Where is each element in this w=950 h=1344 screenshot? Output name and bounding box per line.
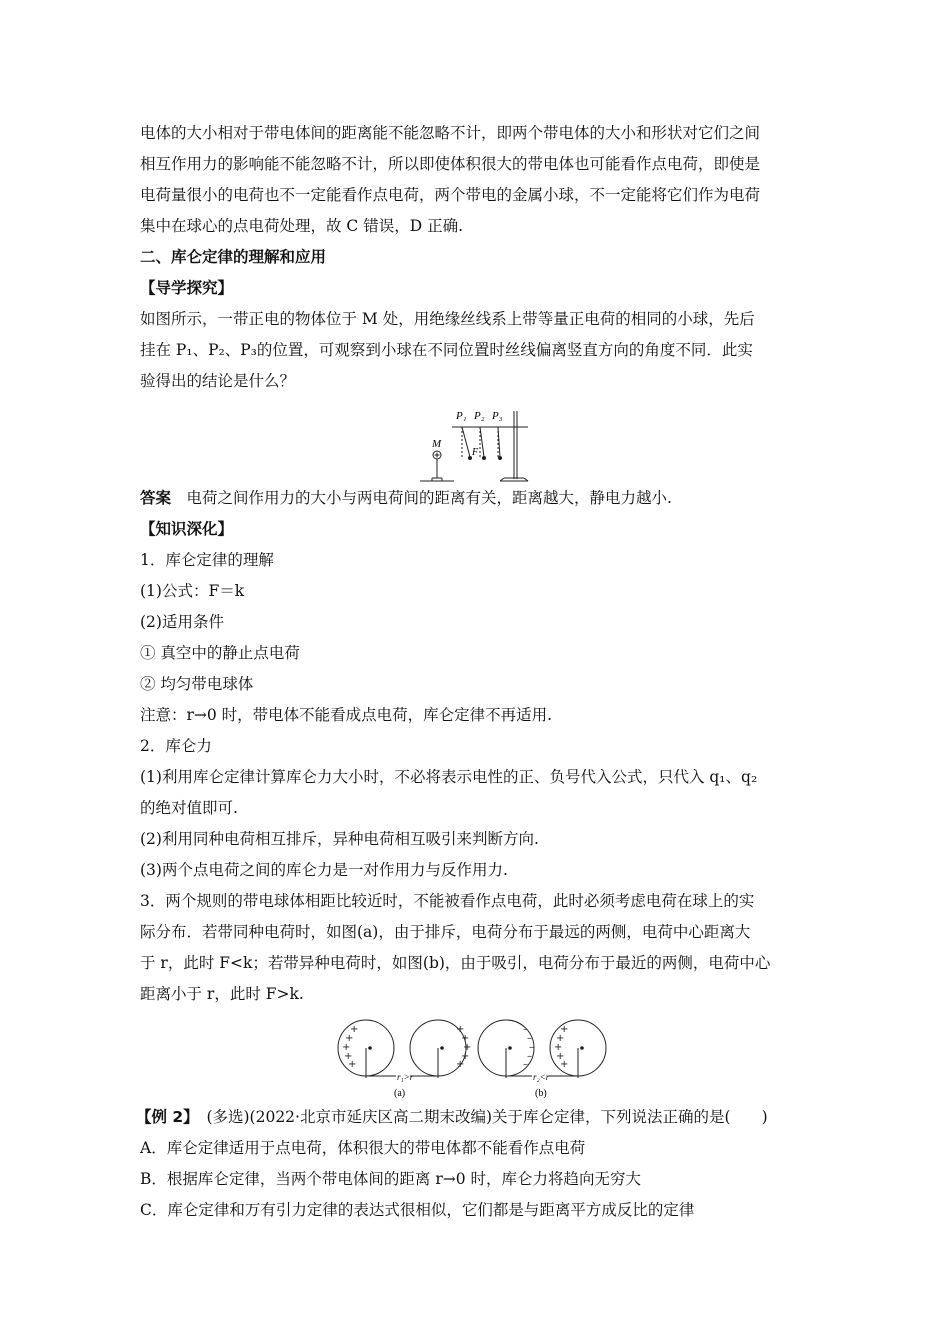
svg-text:–: – bbox=[527, 1051, 532, 1062]
guide-question: 验得出的结论是什么？ bbox=[140, 372, 296, 390]
knowledge-line: 际分布．若带同种电荷时，如图(a)，由于排斥，电荷分布于最远的两侧，电荷中心距离大 bbox=[140, 923, 751, 941]
knowledge-line: 的绝对值即可. bbox=[140, 799, 238, 817]
deepen-title: 【知识深化】 bbox=[140, 520, 234, 538]
label-b: (b) bbox=[535, 1088, 547, 1099]
intro-line: 电荷量很小的电荷也不一定能看作点电荷，两个带电的金属小球，不一定能将它们作为电荷 bbox=[140, 186, 761, 204]
knowledge-line: 距离小于 r，此时 F>k. bbox=[140, 985, 304, 1003]
knowledge-line: (2)利用同种电荷相互排斥，异种电荷相互吸引来判断方向. bbox=[140, 830, 539, 848]
svg-text:+: + bbox=[554, 1042, 563, 1053]
svg-text:+: + bbox=[456, 1059, 465, 1070]
svg-text:+: + bbox=[556, 1051, 565, 1062]
condition-heading: (2)适用条件 bbox=[140, 613, 224, 631]
label-r1: r₁>r bbox=[397, 1072, 414, 1082]
svg-text:+: + bbox=[456, 1024, 465, 1035]
condition-item: ① 真空中的静止点电荷 bbox=[140, 644, 300, 662]
document-page bbox=[136, 118, 812, 1226]
option-c: C．库仑定律和万有引力定律的表达式很相似，它们都是与距离平方成反比的定律 bbox=[140, 1201, 695, 1219]
svg-text:+: + bbox=[560, 1024, 569, 1035]
knowledge-line: 于 r，此时 F<k；若带异种电荷时，如图(b)，由于吸引，电荷分布于最近的两侧，电荷中心 bbox=[140, 954, 771, 972]
option-b: B．根据库仑定律，当两个带电体间的距离 r→0 时，库仑力将趋向无穷大 bbox=[140, 1170, 642, 1188]
svg-text:–: – bbox=[529, 1042, 534, 1053]
svg-text:–: – bbox=[523, 1024, 528, 1035]
label-f: F bbox=[472, 447, 479, 458]
label-p2: P₂ bbox=[474, 410, 485, 422]
svg-text:+: + bbox=[461, 1033, 470, 1044]
svg-text:+: + bbox=[342, 1042, 351, 1053]
subheading: 2．库仑力 bbox=[140, 737, 212, 755]
label-r2: r₂<r bbox=[533, 1072, 550, 1082]
svg-text:+: + bbox=[556, 1033, 565, 1044]
section-heading: 二、库仑定律的理解和应用 bbox=[140, 248, 327, 266]
condition-item: ② 均匀带电球体 bbox=[140, 675, 254, 693]
option-a: A．库仑定律适用于点电荷，体积很大的带电体都不能看作点电荷 bbox=[140, 1139, 586, 1157]
label-p1: P₁ bbox=[456, 410, 467, 422]
example-stem: (多选)(2022·北京市延庆区高二期末改编)关于库仑定律，下列说法正确的是( ) bbox=[206, 1108, 768, 1126]
svg-text:–: – bbox=[527, 1033, 532, 1044]
example-stem-line bbox=[136, 1102, 812, 1133]
guide-question: 如图所示，一带正电的物体位于 M 处，用绝缘丝线系上带等量正电荷的相同的小球，先后 bbox=[140, 310, 755, 328]
charged-spheres-figure bbox=[336, 1016, 612, 1100]
svg-text:+: + bbox=[344, 1051, 353, 1062]
label-p3: P₃ bbox=[492, 410, 503, 422]
knowledge-line: (3)两个点电荷之间的库仑力是一对作用力与反作用力. bbox=[140, 861, 508, 879]
intro-line: 集中在球心的点电荷处理，故 C 错误，D 正确. bbox=[140, 217, 463, 235]
svg-text:+: + bbox=[350, 1024, 359, 1035]
answer-label: 答案 bbox=[140, 489, 172, 507]
intro-line: 相互作用力的影响能不能忽略不计，所以即使体积很大的带电体也可能看作点电荷，即使是 bbox=[140, 155, 761, 173]
example-label: 【例 2】 bbox=[136, 1108, 191, 1126]
note-line: 注意：r→0 时，带电体不能看成点电荷，库仑定律不再适用. bbox=[140, 706, 553, 724]
knowledge-line: 3．两个规则的带电球体相距比较近时，不能被看作点电荷，此时必须考虑电荷在球上的实 bbox=[140, 892, 755, 910]
svg-text:+: + bbox=[560, 1059, 569, 1070]
svg-text:–: – bbox=[523, 1059, 528, 1070]
svg-text:+: + bbox=[345, 1033, 354, 1044]
svg-text:+: + bbox=[348, 1059, 357, 1070]
svg-text:+: + bbox=[461, 1051, 470, 1062]
label-a: (a) bbox=[394, 1088, 406, 1099]
guide-question: 挂在 P₁、P₂、P₃的位置，可观察到小球在不同位置时丝线偏离竖直方向的角度不同．此实 bbox=[140, 341, 753, 359]
answer-text: 电荷之间作用力的大小与两电荷间的距离有关，距离越大，静电力越小. bbox=[186, 489, 672, 507]
formula-line: (1)公式：F＝k bbox=[140, 582, 245, 600]
intro-line: 电体的大小相对于带电体间的距离能不能忽略不计，即两个带电体的大小和形状对它们之间 bbox=[140, 124, 761, 142]
subheading: 1．库仑定律的理解 bbox=[140, 551, 274, 569]
svg-text:+: + bbox=[463, 1042, 472, 1053]
guide-title: 【导学探究】 bbox=[140, 279, 234, 297]
pendulum-apparatus-figure bbox=[418, 401, 530, 483]
knowledge-line: (1)利用库仑定律计算库仑力大小时，不必将表示电性的正、负号代入公式，只代入 q₁、q₂ bbox=[140, 768, 758, 786]
answer-line bbox=[140, 483, 812, 514]
label-m: M bbox=[432, 438, 442, 450]
